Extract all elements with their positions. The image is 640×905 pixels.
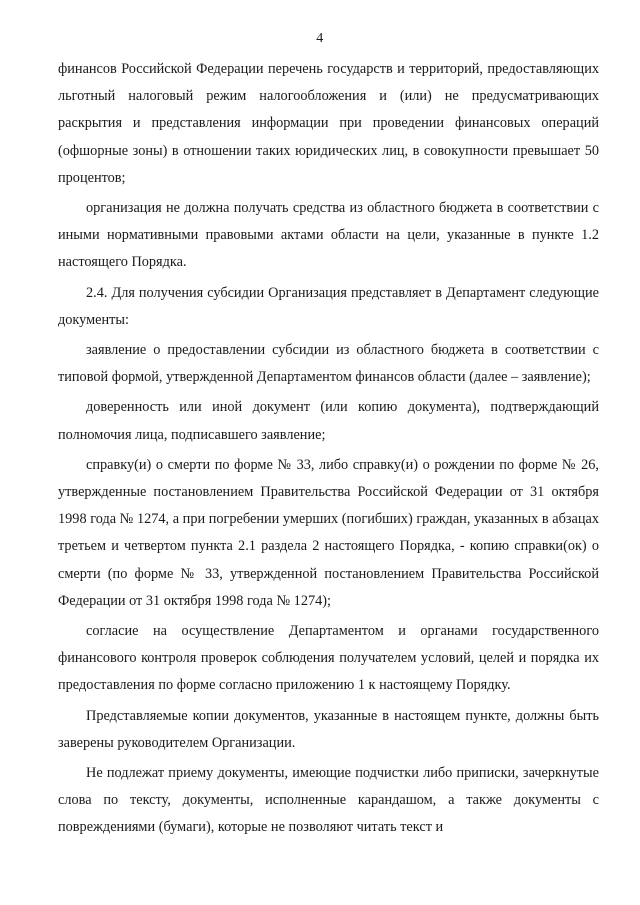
document-body <box>58 56 599 845</box>
paragraph: организация не должна получать средства из областного бюджета в соответствии с иными нормативными правовыми актами области на цели, указанные в пункте 1.2 настоящего Порядка. <box>58 200 599 271</box>
page-number: 4 <box>316 31 324 46</box>
paragraph-continuation: финансов Российской Федерации перечень государств и территорий, предоставляющих льготный налоговый режим налогообложения и (или) не предусматривающих раскрытия и представления информации при проведении финансовых операций (офшорные зоны) в отношении таких юридических лиц, в совокупности превышает 50 процентов; <box>58 61 599 186</box>
paragraph: Представляемые копии документов, указанные в настоящем пункте, должны быть заверены руководителем Организации. <box>58 707 599 751</box>
paragraph: доверенность или иной документ (или копию документа), подтверждающий полномочия лица, подписавшего заявление; <box>58 399 599 443</box>
paragraph: заявление о предоставлении субсидии из областного бюджета в соответствии с типовой формой, утвержденной Департаментом финансов области (далее – заявление); <box>58 342 599 386</box>
paragraph: Не подлежат приему документы, имеющие подчистки либо приписки, зачеркнутые слова по тексту, документы, исполненные карандашом, а также документы с повреждениями (бумаги), которые не позволяют читать текст и <box>58 765 599 836</box>
paragraph-section-2-4: 2.4. Для получения субсидии Организация представляет в Департамент следующие документы: <box>58 284 599 328</box>
paragraph: справку(и) о смерти по форме № 33, либо справку(и) о рождении по форме № 26, утвержденные постановлением Правительства Российской Федерации от 31 октября 1998 года № 1274, а при погребении умерших (погибших) граждан, указанных в абзацах третьем и четвертом пункта 2.1 раздела 2 настоящего Порядка, - копию справки(ок) о смерти (по форме № 33, утвержденной постановлением Правительства Российской Федерации от 31 октября 1998 года № 1274); <box>58 456 599 609</box>
paragraph: согласие на осуществление Департаментом и органами государственного финансового контроля проверок соблюдения получателем условий, целей и порядка их предоставления по форме согласно приложению 1 к настоящему Порядку. <box>58 623 599 694</box>
